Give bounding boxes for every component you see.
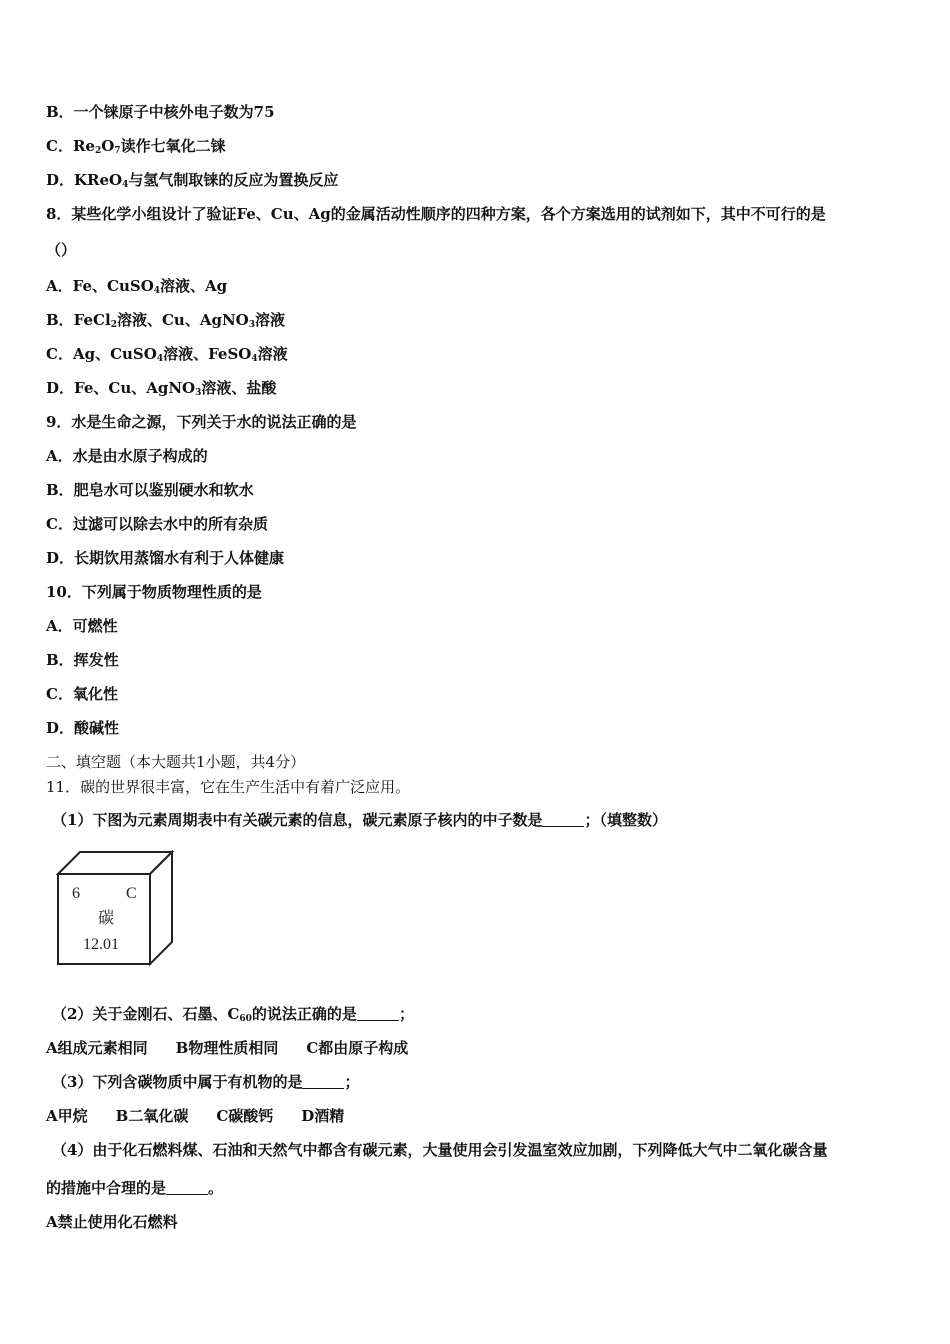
answer-blank (357, 1006, 399, 1021)
q10-option-a: A．可燃性 (46, 617, 118, 635)
q9-stem: 9．水是生命之源，下列关于水的说法正确的是 (46, 413, 357, 431)
q9-option-c: C．过滤可以除去水中的所有杂质 (46, 515, 268, 533)
q8-option-a: A．Fe、CuSO$_4$溶液、Ag (46, 277, 228, 296)
q11-part2: （2）关于金刚石、石墨、$C_{60}$的说法正确的是 ； (52, 1005, 414, 1024)
q11-part4-option-a: A禁止使用化石燃料 (46, 1213, 178, 1231)
q9-option-d: D．长期饮用蒸馏水有利于人体健康 (46, 549, 285, 567)
element-name: 碳 (98, 910, 115, 927)
q8-option-b: B．FeCl$_2$溶液、Cu、AgNO$_3$溶液 (46, 311, 285, 330)
q11-part1: （1）下图为元素周期表中有关碳元素的信息，碳元素原子核内的中子数是 ；（填整数） (52, 811, 667, 829)
q8-option-d: D．Fe、Cu、AgNO$_3$溶液、盐酸 (46, 379, 277, 398)
q11-part3: （3）下列含碳物质中属于有机物的是 ； (52, 1073, 360, 1091)
atomic-mass: 12.01 (83, 936, 119, 953)
answer-blank (166, 1180, 208, 1195)
q7-option-b: B．一个铼原子中核外电子数为75 (46, 103, 275, 121)
q10-option-c: C．氧化性 (46, 685, 118, 703)
q11-part3-options: A甲烷 B二氧化碳 C碳酸钙 D酒精 (46, 1107, 345, 1125)
section-2-heading: 二、填空题（本大题共1小题，共4分） (46, 753, 306, 771)
q8-paren: （） (46, 241, 77, 259)
element-cell-drawing (56, 850, 176, 968)
q11-part4-line2: 的措施中合理的是 。 (46, 1179, 224, 1197)
q11-part2-options: A组成元素相同 B物理性质相同 C都由原子构成 (46, 1039, 409, 1057)
q9-option-b: B．肥皂水可以鉴别硬水和软水 (46, 481, 254, 499)
q8-option-c: C．Ag、CuSO$_4$溶液、FeSO$_4$溶液 (46, 345, 288, 364)
q9-option-a: A．水是由水原子构成的 (46, 447, 208, 465)
q11-part4-line1: （4）由于化石燃料煤、石油和天然气中都含有碳元素，大量使用会引发温室效应加剧，下列降低大气中二氧化碳含量 (52, 1141, 828, 1159)
carbon-element-cell (56, 850, 176, 968)
q10-option-b: B．挥发性 (46, 651, 119, 669)
atomic-number: 6 (72, 885, 80, 902)
q11-stem: 11．碳的世界很丰富，它在生产生活中有着广泛应用。 (46, 778, 411, 796)
element-symbol: C (126, 885, 137, 902)
q10-option-d: D．酸碱性 (46, 719, 120, 737)
q10-stem: 10．下列属于物质物理性质的是 (46, 583, 262, 601)
q7-option-c: C．$Re_2O_7$读作七氧化二铼 (46, 137, 226, 156)
q7-option-d: D．KReO$_4$与氢气制取铼的反应为置换反应 (46, 171, 339, 190)
q8-stem: 8．某些化学小组设计了验证Fe、Cu、Ag的金属活动性顺序的四种方案，各个方案选用的试剂如下，其中不可行的是 (46, 205, 826, 223)
answer-blank (542, 812, 584, 827)
answer-blank (302, 1074, 344, 1089)
